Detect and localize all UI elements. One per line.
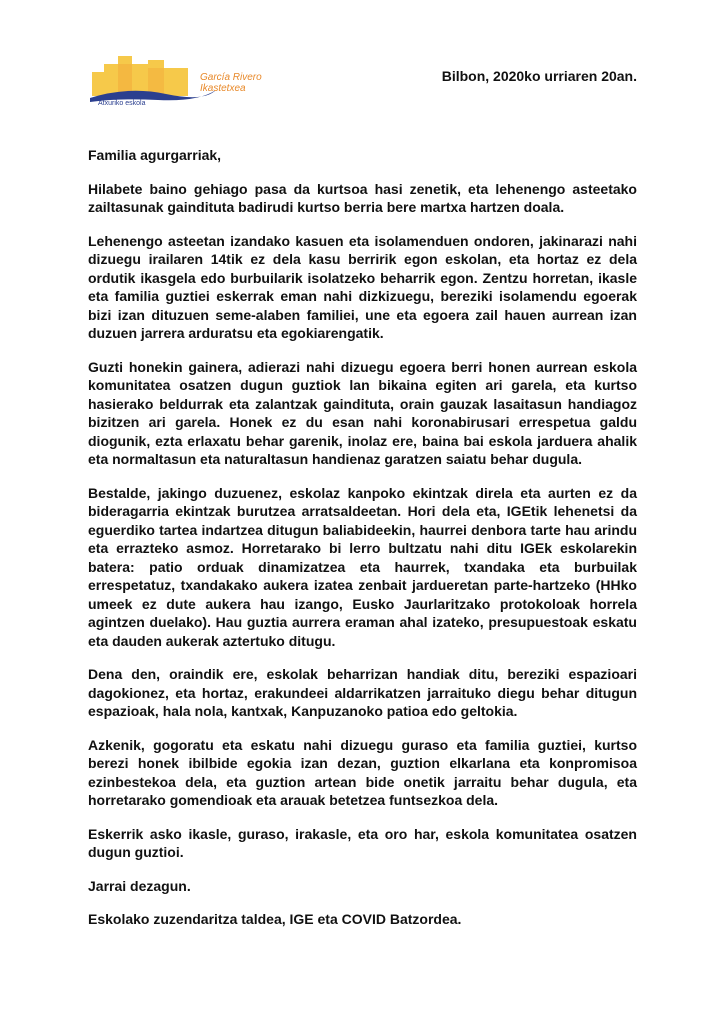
letter-greeting: Familia agurgarriak,: [88, 147, 222, 163]
letter-paragraph-4: Bestalde, jakingo duzuenez, eskolaz kanpoko ekintzak direla eta aurten ez da bideragarria ekintzak burutzea arratsaldeetan. Hori dela eta, IGEtik lehenetsi da eguerdiko tartea indartzea ditugun baliabideekin, haurrei denbora tarte hau arindu eta errazteko asmoz. Horretarako bi lerro bultzatu nahi ditu IGEk eskolarekin batera: patio orduak dinamizatzea eta haurrek, txandaka eta burbuilak errespetatuz, txandakako aukera izatea zenbait jardueretan parte-hartzeko (HHko umeek ez dute aukera hau izango, Eusko Jaurlaritzako protokoloak horrela agintzen duelako). Hau guztia aurrera eraman ahal izateko, presupuestoak eskatu eta dauden aukerak aztertuko ditugu.: [88, 484, 637, 649]
letter-paragraph-6: Azkenik, gogoratu eta eskatu nahi dizuegu guraso eta familia guztiei, kurtso berezi honek ibilbide egokia izan dezan, guztion elkarlana eta konpromisoa ezinbestekoa dela, eta guztion artean bide onetik jarraitu behar dugula, eta horretarako gomendioak eta arauak betetzea funtsezkoa dela.: [88, 736, 637, 808]
letter-paragraph-2: Lehenengo asteetan izandako kasuen eta isolamenduen ondoren, jakinarazi nahi dizuegu irailaren 14tik ez dela kasu berririk egon eskolan, eta hortaz ez dela ordutik ikasgela edo burbuilarik isolatzeko beharrik egon. Zentzu horretan, ikasle eta familia guztiei eskerrak eman nahi dizkizuegu, bereziki isolamendu egoerak bizi izan dituzuen seme-alaben familiei, une eta egoera zail hauen aurrean izan duzuen jarrera arduratsu eta egokiarengatik.: [88, 232, 637, 341]
letter-signature: Eskolako zuzendaritza taldea, IGE eta COVID Batzordea.: [88, 911, 462, 927]
letter-closing: Jarrai dezagun.: [88, 877, 191, 894]
letter-paragraph-7: Eskerrik asko ikasle, guraso, irakasle, eta oro har, eskola komunitatea osatzen dugun guztioi.: [88, 825, 637, 860]
logo-name-line1: García Rivero: [200, 72, 262, 83]
letter-date: Bilbon, 2020ko urriaren 20an.: [441, 68, 637, 84]
letter-paragraph-3: Guzti honekin gainera, adierazi nahi dizuegu egoera berri honen aurrean eskola komunitatea osatzen dugun guztiok lan bikaina egiten ari garela, eta kurtso hasierako beldurrak eta zalantzak gaindituta, orain gauzak lasaitasun handiagoz bizitzen ari garela. Honek ez du esan nahi koronabirusari errespetua galdu diogunik, ezta erlaxatu behar garenik, inolaz ere, baina bai eskola jarduera ahalik eta normaltasun eta naturaltasun handienaz garatzen saiatu behar dugula.: [88, 358, 637, 467]
letter-paragraph-5: Dena den, oraindik ere, eskolak beharrizan handiak ditu, bereziki espazioari dagokionez, eta hortaz, erakundeei aldarrikatzen jarraituko diegu behar ditugun espazioak, hala nola, kantxak, Kanpuzanoko patioa edo geltokia.: [88, 666, 637, 719]
logo-subtitle: Atxuriko eskola: [98, 100, 146, 107]
letter-body: [88, 146, 637, 944]
school-logo: [88, 52, 278, 114]
letter-paragraph-1: Hilabete baino gehiago pasa da kurtsoa hasi zenetik, eta lehenengo asteetako zailtasunak gaindituta badirudi kurtso berria bere martxa hartzen doala.: [88, 180, 637, 215]
logo-name-line2: Ikastetxea: [200, 83, 246, 94]
